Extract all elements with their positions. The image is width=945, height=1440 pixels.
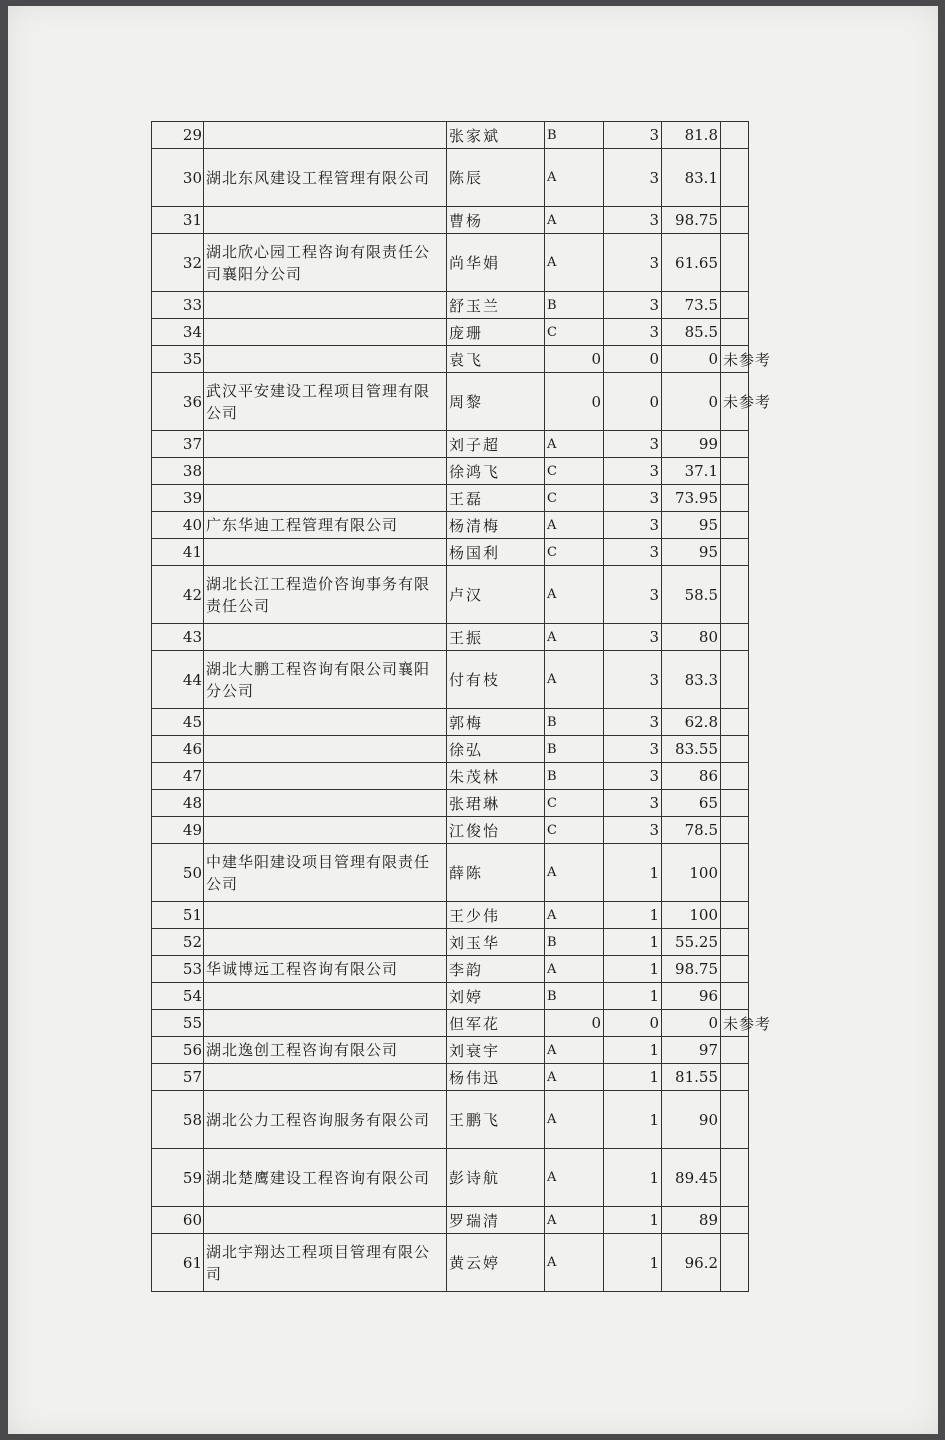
level-cell: 0 bbox=[545, 1010, 604, 1037]
name-cell: 张家斌 bbox=[447, 122, 545, 149]
row-number: 42 bbox=[152, 566, 204, 624]
row-number: 52 bbox=[152, 929, 204, 956]
score-cell: 96 bbox=[662, 983, 721, 1010]
count-cell: 1 bbox=[604, 1149, 662, 1207]
row-number: 44 bbox=[152, 651, 204, 709]
row-number: 51 bbox=[152, 902, 204, 929]
level-cell: B bbox=[545, 292, 604, 319]
score-cell: 89.45 bbox=[662, 1149, 721, 1207]
company-cell bbox=[204, 319, 447, 346]
score-cell: 96.2 bbox=[662, 1234, 721, 1292]
count-cell: 3 bbox=[604, 539, 662, 566]
level-cell: A bbox=[545, 902, 604, 929]
table-row bbox=[152, 1234, 749, 1292]
name-cell: 杨清梅 bbox=[447, 512, 545, 539]
note-cell bbox=[721, 1207, 749, 1234]
row-number: 29 bbox=[152, 122, 204, 149]
name-cell: 郭梅 bbox=[447, 709, 545, 736]
name-cell: 庞珊 bbox=[447, 319, 545, 346]
score-cell: 55.25 bbox=[662, 929, 721, 956]
row-number: 50 bbox=[152, 844, 204, 902]
name-cell: 张珺琳 bbox=[447, 790, 545, 817]
row-number: 41 bbox=[152, 539, 204, 566]
table-row bbox=[152, 844, 749, 902]
name-cell: 袁飞 bbox=[447, 346, 545, 373]
count-cell: 1 bbox=[604, 1234, 662, 1292]
note-cell bbox=[721, 624, 749, 651]
row-number: 56 bbox=[152, 1037, 204, 1064]
note-cell bbox=[721, 485, 749, 512]
table-row bbox=[152, 651, 749, 709]
count-cell: 3 bbox=[604, 651, 662, 709]
level-cell: C bbox=[545, 458, 604, 485]
note-cell bbox=[721, 539, 749, 566]
level-cell: A bbox=[545, 956, 604, 983]
count-cell: 3 bbox=[604, 122, 662, 149]
company-cell bbox=[204, 817, 447, 844]
company-cell bbox=[204, 485, 447, 512]
count-cell: 1 bbox=[604, 1037, 662, 1064]
note-cell bbox=[721, 319, 749, 346]
count-cell: 3 bbox=[604, 512, 662, 539]
level-cell: A bbox=[545, 431, 604, 458]
name-cell: 薛陈 bbox=[447, 844, 545, 902]
name-cell: 朱茂林 bbox=[447, 763, 545, 790]
row-number: 55 bbox=[152, 1010, 204, 1037]
score-cell: 73.5 bbox=[662, 292, 721, 319]
name-cell: 王磊 bbox=[447, 485, 545, 512]
score-cell: 83.1 bbox=[662, 149, 721, 207]
count-cell: 3 bbox=[604, 817, 662, 844]
note-cell: 未参考 bbox=[721, 373, 749, 431]
row-number: 40 bbox=[152, 512, 204, 539]
table-row bbox=[152, 1064, 749, 1091]
company-cell bbox=[204, 983, 447, 1010]
note-cell bbox=[721, 709, 749, 736]
count-cell: 3 bbox=[604, 149, 662, 207]
company-cell: 湖北长江工程造价咨询事务有限责任公司 bbox=[204, 566, 447, 624]
row-number: 49 bbox=[152, 817, 204, 844]
table-row bbox=[152, 1149, 749, 1207]
row-number: 47 bbox=[152, 763, 204, 790]
level-cell: C bbox=[545, 319, 604, 346]
table-row bbox=[152, 956, 749, 983]
count-cell: 1 bbox=[604, 1091, 662, 1149]
note-cell bbox=[721, 817, 749, 844]
note-cell bbox=[721, 763, 749, 790]
count-cell: 0 bbox=[604, 346, 662, 373]
company-cell: 湖北公力工程咨询服务有限公司 bbox=[204, 1091, 447, 1149]
row-number: 33 bbox=[152, 292, 204, 319]
name-cell: 徐鸿飞 bbox=[447, 458, 545, 485]
company-cell: 武汉平安建设工程项目管理有限公司 bbox=[204, 373, 447, 431]
company-cell bbox=[204, 736, 447, 763]
table-row bbox=[152, 485, 749, 512]
company-cell bbox=[204, 122, 447, 149]
count-cell: 1 bbox=[604, 1207, 662, 1234]
name-cell: 付有枝 bbox=[447, 651, 545, 709]
count-cell: 0 bbox=[604, 1010, 662, 1037]
name-cell: 江俊怡 bbox=[447, 817, 545, 844]
score-cell: 0 bbox=[662, 373, 721, 431]
company-cell bbox=[204, 431, 447, 458]
name-cell: 卢汉 bbox=[447, 566, 545, 624]
level-cell: B bbox=[545, 736, 604, 763]
level-cell: B bbox=[545, 709, 604, 736]
name-cell: 但军花 bbox=[447, 1010, 545, 1037]
level-cell: B bbox=[545, 763, 604, 790]
level-cell: A bbox=[545, 512, 604, 539]
company-cell bbox=[204, 539, 447, 566]
level-cell: A bbox=[545, 624, 604, 651]
name-cell: 尚华娟 bbox=[447, 234, 545, 292]
name-cell: 彭诗航 bbox=[447, 1149, 545, 1207]
table-row bbox=[152, 292, 749, 319]
score-cell: 61.65 bbox=[662, 234, 721, 292]
count-cell: 3 bbox=[604, 624, 662, 651]
level-cell: A bbox=[545, 844, 604, 902]
company-cell bbox=[204, 929, 447, 956]
level-cell: A bbox=[545, 566, 604, 624]
count-cell: 1 bbox=[604, 929, 662, 956]
company-cell bbox=[204, 1010, 447, 1037]
table-row bbox=[152, 122, 749, 149]
count-cell: 3 bbox=[604, 790, 662, 817]
score-cell: 81.55 bbox=[662, 1064, 721, 1091]
count-cell: 3 bbox=[604, 566, 662, 624]
level-cell: A bbox=[545, 1207, 604, 1234]
table-row bbox=[152, 234, 749, 292]
company-cell: 湖北逸创工程咨询有限公司 bbox=[204, 1037, 447, 1064]
count-cell: 3 bbox=[604, 709, 662, 736]
score-cell: 97 bbox=[662, 1037, 721, 1064]
name-cell: 周黎 bbox=[447, 373, 545, 431]
score-cell: 0 bbox=[662, 346, 721, 373]
row-number: 31 bbox=[152, 207, 204, 234]
count-cell: 1 bbox=[604, 844, 662, 902]
company-cell: 湖北大鹏工程咨询有限公司襄阳分公司 bbox=[204, 651, 447, 709]
name-cell: 王振 bbox=[447, 624, 545, 651]
row-number: 43 bbox=[152, 624, 204, 651]
name-cell: 曹杨 bbox=[447, 207, 545, 234]
count-cell: 3 bbox=[604, 292, 662, 319]
company-cell: 广东华迪工程管理有限公司 bbox=[204, 512, 447, 539]
table-row bbox=[152, 458, 749, 485]
count-cell: 1 bbox=[604, 956, 662, 983]
table-row bbox=[152, 790, 749, 817]
score-cell: 0 bbox=[662, 1010, 721, 1037]
name-cell: 刘衰宇 bbox=[447, 1037, 545, 1064]
table-row bbox=[152, 149, 749, 207]
table-row bbox=[152, 624, 749, 651]
note-cell bbox=[721, 431, 749, 458]
company-cell bbox=[204, 458, 447, 485]
score-cell: 62.8 bbox=[662, 709, 721, 736]
table-row bbox=[152, 539, 749, 566]
note-cell bbox=[721, 292, 749, 319]
row-number: 53 bbox=[152, 956, 204, 983]
table-row bbox=[152, 512, 749, 539]
table-row bbox=[152, 1037, 749, 1064]
company-cell bbox=[204, 292, 447, 319]
level-cell: B bbox=[545, 929, 604, 956]
note-cell bbox=[721, 844, 749, 902]
score-cell: 99 bbox=[662, 431, 721, 458]
company-cell: 湖北楚鹰建设工程咨询有限公司 bbox=[204, 1149, 447, 1207]
score-cell: 89 bbox=[662, 1207, 721, 1234]
score-cell: 90 bbox=[662, 1091, 721, 1149]
count-cell: 1 bbox=[604, 1064, 662, 1091]
count-cell: 3 bbox=[604, 736, 662, 763]
count-cell: 3 bbox=[604, 763, 662, 790]
row-number: 35 bbox=[152, 346, 204, 373]
score-cell: 58.5 bbox=[662, 566, 721, 624]
name-cell: 黄云婷 bbox=[447, 1234, 545, 1292]
company-cell bbox=[204, 763, 447, 790]
row-number: 30 bbox=[152, 149, 204, 207]
name-cell: 杨伟迅 bbox=[447, 1064, 545, 1091]
count-cell: 1 bbox=[604, 902, 662, 929]
level-cell: B bbox=[545, 122, 604, 149]
count-cell: 3 bbox=[604, 431, 662, 458]
row-number: 37 bbox=[152, 431, 204, 458]
row-number: 59 bbox=[152, 1149, 204, 1207]
count-cell: 3 bbox=[604, 234, 662, 292]
note-cell bbox=[721, 1064, 749, 1091]
score-cell: 81.8 bbox=[662, 122, 721, 149]
row-number: 45 bbox=[152, 709, 204, 736]
note-cell bbox=[721, 234, 749, 292]
count-cell: 3 bbox=[604, 207, 662, 234]
row-number: 48 bbox=[152, 790, 204, 817]
table-row bbox=[152, 902, 749, 929]
note-cell bbox=[721, 1037, 749, 1064]
name-cell: 罗瑞清 bbox=[447, 1207, 545, 1234]
paper-page bbox=[8, 6, 938, 1434]
name-cell: 王少伟 bbox=[447, 902, 545, 929]
score-cell: 85.5 bbox=[662, 319, 721, 346]
note-cell bbox=[721, 149, 749, 207]
level-cell: A bbox=[545, 234, 604, 292]
name-cell: 刘子超 bbox=[447, 431, 545, 458]
note-cell bbox=[721, 956, 749, 983]
note-cell: 未参考 bbox=[721, 1010, 749, 1037]
note-cell bbox=[721, 929, 749, 956]
note-cell bbox=[721, 983, 749, 1010]
company-cell bbox=[204, 1207, 447, 1234]
table-row bbox=[152, 566, 749, 624]
row-number: 34 bbox=[152, 319, 204, 346]
row-number: 61 bbox=[152, 1234, 204, 1292]
note-cell bbox=[721, 207, 749, 234]
note-cell bbox=[721, 122, 749, 149]
level-cell: 0 bbox=[545, 373, 604, 431]
company-cell bbox=[204, 902, 447, 929]
note-cell bbox=[721, 1149, 749, 1207]
score-cell: 73.95 bbox=[662, 485, 721, 512]
note-cell bbox=[721, 1091, 749, 1149]
level-cell: A bbox=[545, 1234, 604, 1292]
level-cell: A bbox=[545, 1149, 604, 1207]
name-cell: 舒玉兰 bbox=[447, 292, 545, 319]
table-row bbox=[152, 207, 749, 234]
table-row bbox=[152, 373, 749, 431]
level-cell: C bbox=[545, 790, 604, 817]
name-cell: 刘玉华 bbox=[447, 929, 545, 956]
note-cell bbox=[721, 902, 749, 929]
score-cell: 100 bbox=[662, 902, 721, 929]
score-cell: 98.75 bbox=[662, 207, 721, 234]
table-row bbox=[152, 763, 749, 790]
table-row bbox=[152, 929, 749, 956]
note-cell bbox=[721, 458, 749, 485]
count-cell: 3 bbox=[604, 458, 662, 485]
score-cell: 95 bbox=[662, 512, 721, 539]
level-cell: A bbox=[545, 207, 604, 234]
company-cell: 湖北宇翔达工程项目管理有限公司 bbox=[204, 1234, 447, 1292]
note-cell bbox=[721, 566, 749, 624]
score-cell: 100 bbox=[662, 844, 721, 902]
count-cell: 3 bbox=[604, 485, 662, 512]
row-number: 38 bbox=[152, 458, 204, 485]
table-row bbox=[152, 1091, 749, 1149]
level-cell: A bbox=[545, 1091, 604, 1149]
company-cell: 中建华阳建设项目管理有限责任公司 bbox=[204, 844, 447, 902]
table-row bbox=[152, 817, 749, 844]
name-cell: 刘婷 bbox=[447, 983, 545, 1010]
score-cell: 78.5 bbox=[662, 817, 721, 844]
note-cell: 未参考 bbox=[721, 346, 749, 373]
level-cell: C bbox=[545, 539, 604, 566]
score-cell: 37.1 bbox=[662, 458, 721, 485]
name-cell: 杨国利 bbox=[447, 539, 545, 566]
level-cell: B bbox=[545, 983, 604, 1010]
company-cell bbox=[204, 624, 447, 651]
name-cell: 王鹏飞 bbox=[447, 1091, 545, 1149]
row-number: 36 bbox=[152, 373, 204, 431]
company-cell: 湖北东风建设工程管理有限公司 bbox=[204, 149, 447, 207]
level-cell: 0 bbox=[545, 346, 604, 373]
table-row bbox=[152, 709, 749, 736]
company-cell bbox=[204, 1064, 447, 1091]
level-cell: A bbox=[545, 1037, 604, 1064]
score-cell: 83.3 bbox=[662, 651, 721, 709]
score-cell: 80 bbox=[662, 624, 721, 651]
results-table bbox=[151, 121, 772, 1292]
row-number: 39 bbox=[152, 485, 204, 512]
row-number: 32 bbox=[152, 234, 204, 292]
table-row bbox=[152, 1207, 749, 1234]
company-cell bbox=[204, 790, 447, 817]
name-cell: 徐弘 bbox=[447, 736, 545, 763]
table-row bbox=[152, 319, 749, 346]
company-cell: 华诚博远工程咨询有限公司 bbox=[204, 956, 447, 983]
level-cell: A bbox=[545, 1064, 604, 1091]
score-cell: 98.75 bbox=[662, 956, 721, 983]
note-cell bbox=[721, 790, 749, 817]
row-number: 54 bbox=[152, 983, 204, 1010]
score-cell: 83.55 bbox=[662, 736, 721, 763]
table-row bbox=[152, 431, 749, 458]
note-cell bbox=[721, 512, 749, 539]
count-cell: 0 bbox=[604, 373, 662, 431]
table-row bbox=[152, 1010, 749, 1037]
table-row bbox=[152, 346, 749, 373]
score-cell: 86 bbox=[662, 763, 721, 790]
company-cell: 湖北欣心园工程咨询有限责任公司襄阳分公司 bbox=[204, 234, 447, 292]
table-row bbox=[152, 736, 749, 763]
company-cell bbox=[204, 207, 447, 234]
level-cell: A bbox=[545, 149, 604, 207]
count-cell: 1 bbox=[604, 983, 662, 1010]
table-row bbox=[152, 983, 749, 1010]
score-cell: 65 bbox=[662, 790, 721, 817]
row-number: 60 bbox=[152, 1207, 204, 1234]
count-cell: 3 bbox=[604, 319, 662, 346]
level-cell: C bbox=[545, 485, 604, 512]
row-number: 46 bbox=[152, 736, 204, 763]
row-number: 58 bbox=[152, 1091, 204, 1149]
note-cell bbox=[721, 651, 749, 709]
name-cell: 李韵 bbox=[447, 956, 545, 983]
note-cell bbox=[721, 1234, 749, 1292]
score-cell: 95 bbox=[662, 539, 721, 566]
row-number: 57 bbox=[152, 1064, 204, 1091]
name-cell: 陈辰 bbox=[447, 149, 545, 207]
company-cell bbox=[204, 709, 447, 736]
note-cell bbox=[721, 736, 749, 763]
level-cell: A bbox=[545, 651, 604, 709]
level-cell: C bbox=[545, 817, 604, 844]
company-cell bbox=[204, 346, 447, 373]
table-body bbox=[152, 122, 772, 1292]
